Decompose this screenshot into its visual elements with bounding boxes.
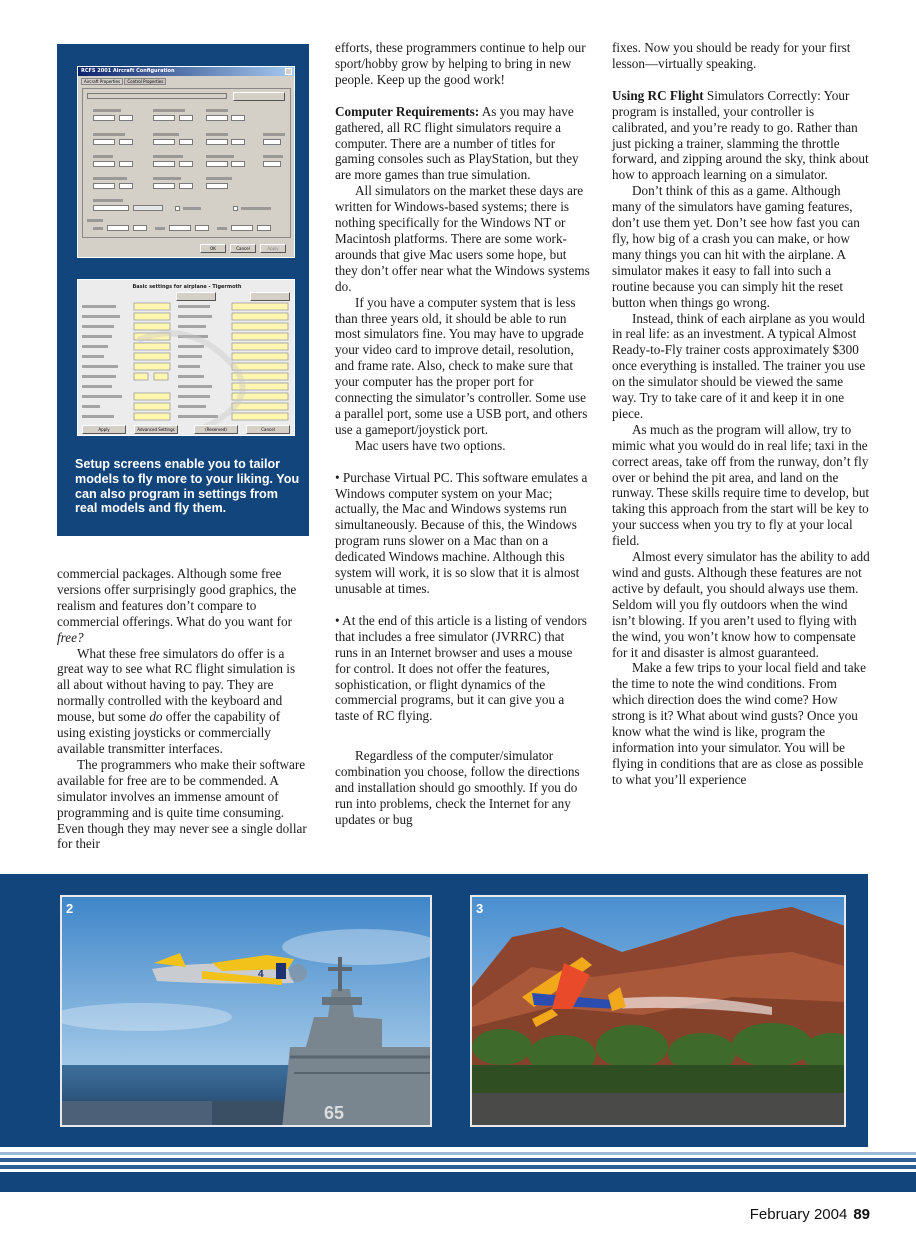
photo-canyon-aerobat [470, 895, 846, 1127]
section-heading: Using RC Flight [612, 87, 704, 103]
paragraph: All simulators on the market these days are written for Windows-based systems; there is nothing specifically for the Windows NT or Macintosh platforms. There are some work-arounds that give Mac users some hope, but they don’t offer near what the Windows systems do. [335, 183, 590, 294]
ok-button: OK [200, 244, 226, 253]
paragraph: Computer Requirements: As you may have gathered, all RC flight simulators require a computer. There are a number of titles for gaming consoles such as PlayStation, but they are more games than true simulation. [335, 103, 579, 183]
issue-date: February 2004 [749, 1206, 848, 1223]
paragraph: Don’t think of this as a game. Although many of the simulators have gaming features, don’t use them yet. Don’t see how fast you can fly, how big of a crash you can make, or how many things you can hit with the airplane. A simulator makes it easy to fall into such a routine because you can simply hit the reset button when things go wrong. [612, 183, 860, 310]
basic-settings-screenshot [77, 279, 295, 436]
screenshot-tabs [81, 79, 166, 84]
photo-carrier-warbird [60, 895, 432, 1127]
hull-number: 65 [324, 1103, 345, 1123]
photo-number: 3 [476, 901, 484, 916]
advanced-settings-button: Advanced Settings [134, 425, 178, 434]
sidebar-figure-box [57, 44, 309, 536]
text-column-3 [612, 40, 870, 788]
paragraph: Almost every simulator has the ability to add wind and gusts. Although these features are not active by default, you should always use them. Seldom will you fly outdoors when the wind isn’t blowing. If you aren’t used to flying with the wind, you won’t know how to compensate for it and disaster is almost guaranteed. [612, 549, 870, 660]
paragraph: Make a few trips to your local field and take the time to note the wind conditions. From which direction does the wind come? How strong is it? What about wind gusts? Once you know what the wind is like, program the information into your simulator. You will be flying in conditions that are as close as possible to what you’ll experience [612, 660, 866, 787]
paragraph: What these free simulators do offer is a great way to see what RC flight simulation is all about without having to pay. They are normally controlled with the keyboard and mouse, but some do offer the capability of using existing joysticks or commercially available transmitter interfaces. [57, 645, 296, 756]
paragraph: The programmers who make their software available for free are to be commended. A simulator involves an immense amount of programming and is quite time consuming. Even though they may never see a single dollar for their [57, 756, 307, 852]
paragraph: Instead, think of each airplane as you would in real life: as an investment. A typical Almost Ready-to-Fly trainer costs approximately $300 once everything is installed. The trainer you use on the simulator should be viewed the same way. Try to take care of it and keep it in one piece. [612, 310, 866, 421]
reserved-button: (Reserved) [194, 425, 238, 434]
apply-button: Apply [260, 244, 286, 253]
bullet-item: • At the end of this article is a listing of vendors that includes a free simulator (JVRRC) that runs in an Internet browser and uses a mouse for control. It does not offer the features, sophistication, or flight dynamics of the commercial programs, but it can give you a taste of RC flying. [335, 612, 587, 724]
paragraph: As much as the program will allow, try to mimic what you would do in real life; taxi in the correct areas, take off from the runway, don’t fly over or behind the pit area, and land on the runway. These skills require time to develop, but taking this approach from the start will be key to your success when you try to fly at your local field. [612, 421, 870, 549]
plane-number: 4 [258, 969, 264, 980]
text-column-2 [335, 40, 590, 828]
canyon-scene [472, 897, 846, 1127]
paragraph: fixes. Now you should be ready for your first lesson—virtually speaking. [612, 40, 851, 71]
paragraph: Regardless of the computer/simulator combination you choose, follow the directions and installation should go smoothly. If you do run into problems, check the Internet for any updates or bug [335, 748, 580, 827]
decorative-stripes [0, 1150, 916, 1192]
cancel-button: Cancel [230, 244, 256, 253]
screenshot-titlebar [78, 67, 294, 76]
figure-caption: Setup screens enable you to tailor models to fly more to your liking. You can also program in settings from real models and fly them. [75, 457, 300, 516]
carrier-scene [62, 897, 432, 1127]
section-heading: Computer Requirements: [335, 103, 480, 119]
settings-cancel-button: Cancel [246, 425, 290, 434]
page-number: 89 [853, 1206, 870, 1223]
text-column-1 [57, 566, 309, 852]
bullet-item: • Purchase Virtual PC. This software emulates a Windows computer system on your Mac; actually, the Mac and Windows systems run simultaneously. Because of this, the Windows program runs slower on a Mac than on a dedicated Windows machine. Although this system will work, it is so slow that it is almost unusable at times. [335, 469, 588, 596]
page-footer [750, 1206, 870, 1223]
paragraph: Mac users have two options. [355, 437, 506, 453]
paragraph: commercial packages. Although some free versions offer surprisingly good graphics, the realism and features don’t compare to commercial offerings. What do you want for free? [57, 566, 297, 645]
tab-control-properties: Control Properties [124, 78, 166, 85]
photo-band [0, 874, 868, 1147]
screenshot-window-title: RCFS 2001 Aircraft Configuration [81, 68, 175, 74]
settings-panel [82, 88, 291, 238]
settings-title: Basic settings for airplane - Tigermoth [132, 284, 242, 290]
close-icon [285, 68, 292, 75]
photo-number: 2 [66, 901, 74, 916]
tab-aircraft-properties: Aircraft Properties [81, 78, 123, 85]
paragraph: efforts, these programmers continue to help our sport/hobby grow by helping to bring in new people. Keep up the good work! [335, 40, 586, 87]
paragraph: If you have a computer system that is less than three years old, it should be able to run most simulators fine. You may have to upgrade your video card to improve detail, resolution, and frame rate. Also, check to make sure that your computer has the proper port for connecting the simulator’s controller. Some use a parallel port, some use a USB port, and others use a gameport/joystick port. [335, 294, 588, 437]
apply-settings-button: Apply [82, 425, 126, 434]
aircraft-config-screenshot [77, 66, 295, 258]
paragraph: Using RC Flight Simulators Correctly: Your program is installed, your controller is calibrated, and you’re ready to go. Rather than just picking a trainer, slamming the throttle forward, and zipping around the sky, think about how to approach learning on a simulator. [612, 87, 869, 183]
settings-form-art [78, 280, 295, 436]
